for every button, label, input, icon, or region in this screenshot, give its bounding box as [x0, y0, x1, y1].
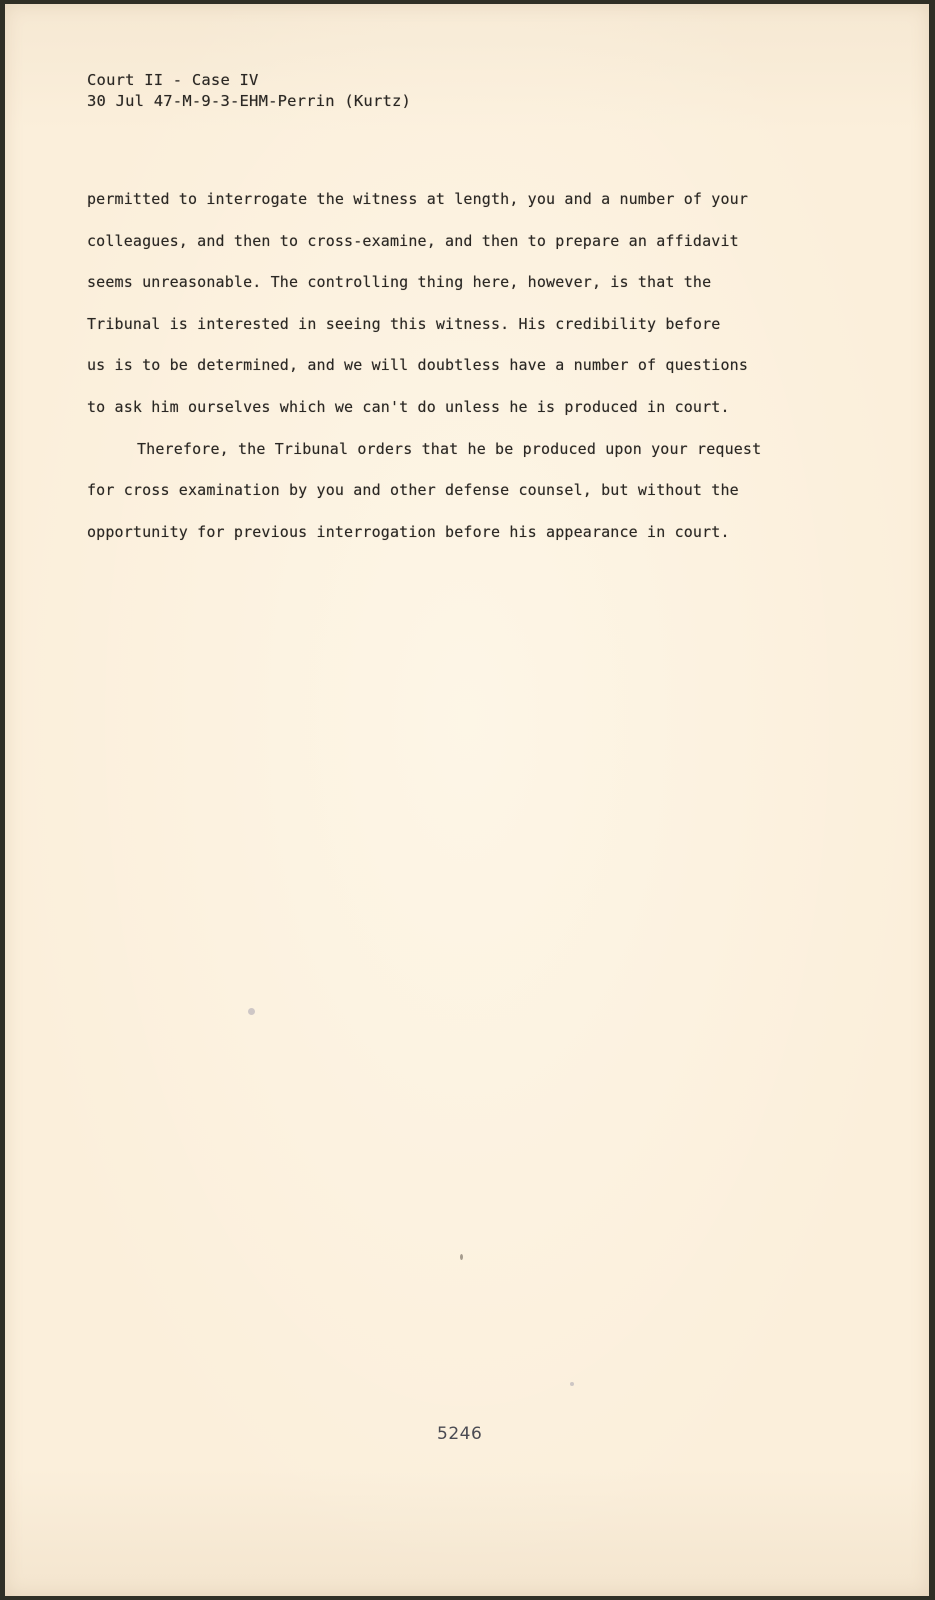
- transcript-line: for cross examination by you and other defense counsel, but without the: [87, 481, 739, 500]
- paper-speck: [570, 1382, 574, 1386]
- transcript-line: permitted to interrogate the witness at length, you and a number of your: [87, 190, 749, 208]
- transcript-line: to ask him ourselves which we can't do unless he is produced in court.: [87, 397, 730, 416]
- transcript-line-paragraph-start: Therefore, the Tribunal orders that he be produced upon your request: [137, 439, 762, 458]
- paper-speck: [248, 1008, 255, 1015]
- transcript-body: [87, 188, 847, 562]
- page-number: 5246: [437, 1424, 483, 1444]
- paper-speck: [460, 1254, 463, 1260]
- transcript-line: opportunity for previous interrogation before his appearance in court.: [87, 522, 730, 541]
- document-header: [87, 70, 411, 112]
- header-court-case: Court II - Case IV: [87, 71, 259, 89]
- document-page: [5, 4, 929, 1596]
- transcript-line: seems unreasonable. The controlling thing here, however, is that the: [87, 273, 712, 292]
- transcript-line: Tribunal is interested in seeing this witness. His credibility before: [87, 314, 721, 333]
- transcript-line: us is to be determined, and we will doubtless have a number of questions: [87, 356, 749, 375]
- header-date-reference: 30 Jul 47-M-9-3-EHM-Perrin (Kurtz): [87, 92, 412, 110]
- transcript-line: colleagues, and then to cross-examine, and then to prepare an affidavit: [87, 231, 739, 250]
